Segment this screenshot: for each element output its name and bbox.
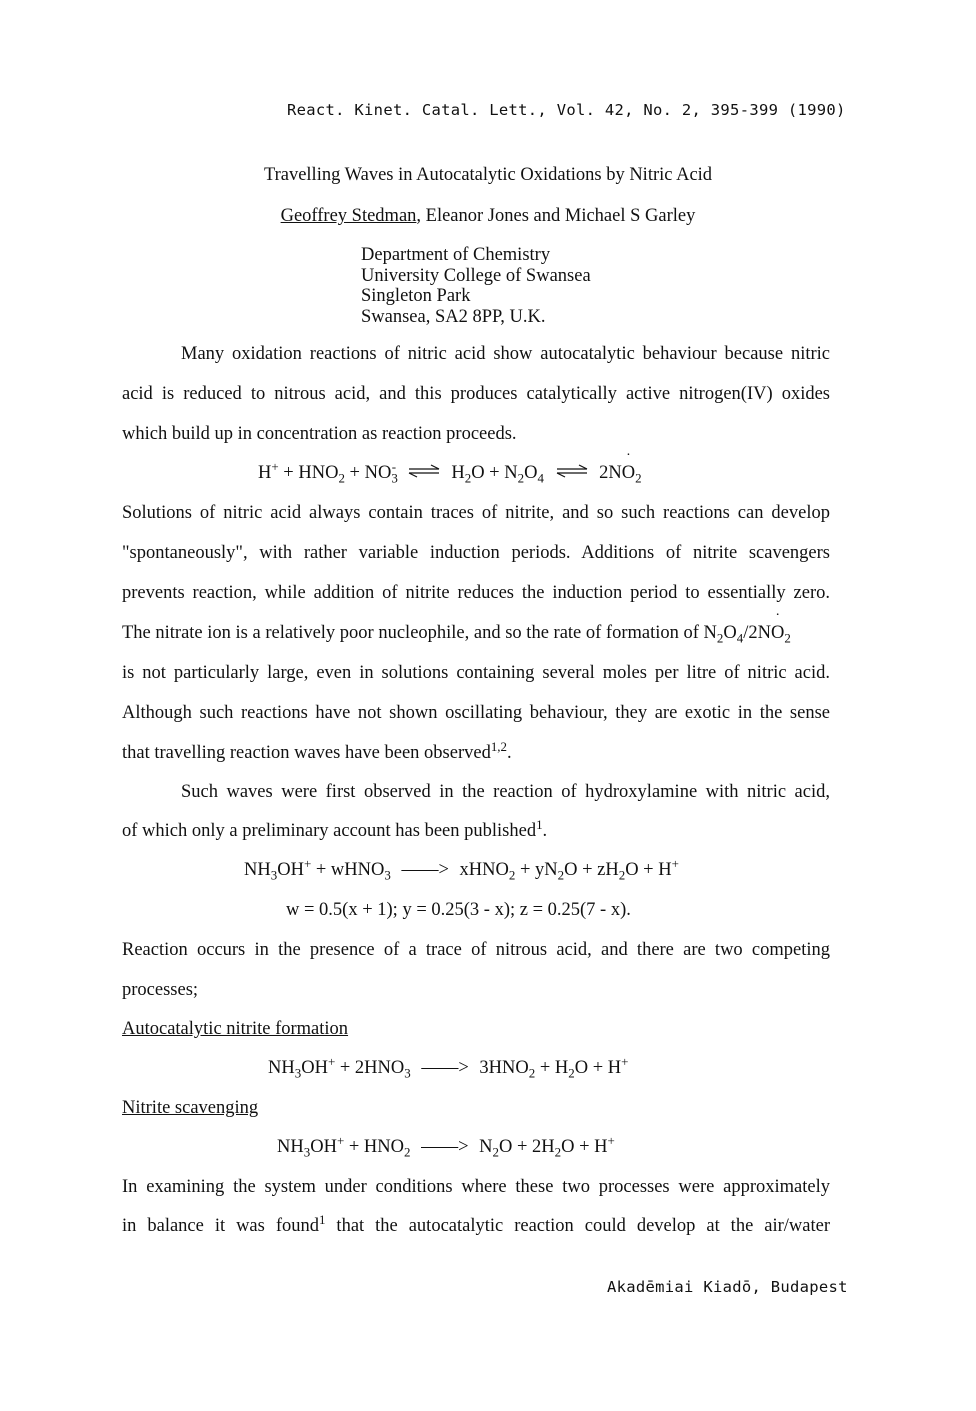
affiliation-line: University College of Swansea	[361, 265, 591, 286]
authors	[0, 206, 976, 227]
equation-conditions: w = 0.5(x + 1); y = 0.25(3 - x); z = 0.25(7 - x).	[286, 900, 631, 920]
body-line: "spontaneously", with rather variable induction periods. Additions of nitrite scavengers	[122, 543, 830, 563]
affiliation-line: Department of Chemistry	[361, 245, 551, 265]
body-line: Solutions of nitric acid always contain traces of nitrite, and so such reactions can develop	[122, 503, 830, 523]
equation-hydroxylamine-nitric: $NH_3OH^+$ + wHNO$_3$ ——> xHNO$_2$ + $yN_2O + zH_2O + H^+$	[244, 855, 679, 883]
equation-autocatalytic: $NH_3OH^+ + 2HNO_3$ ——> $3HNO_2 + H_2O + H^+$	[268, 1053, 629, 1081]
section-heading-scavenging: Nitrite scavenging	[122, 1098, 259, 1118]
journal-citation: React. Kinet. Catal. Lett., Vol. 42, No. 2, 395-399 (1990)	[287, 101, 846, 119]
body-line-with-citation: that travelling reaction waves have been observed$^{1,2}$.	[122, 738, 512, 763]
body-line: processes;	[122, 980, 199, 1000]
body-line: In examining the system under conditions where these two processes were approximately	[122, 1177, 830, 1197]
body-line: Such waves were first observed in the reaction of hydroxylamine with nitric acid,	[181, 782, 830, 802]
body-line: Many oxidation reactions of nitric acid show autocatalytic behaviour because nitric	[181, 344, 830, 364]
author-underlined: Geoffrey Stedman	[280, 206, 417, 226]
equation-nitrogen-equilibrium: $H^+ + HNO_2 + NO_3^-$ $H_2O + N_2O_4$ 2NO $˙_2$	[258, 463, 642, 484]
publisher-footer: Akadēmiai Kiadō, Budapest	[607, 1278, 848, 1296]
section-heading-autocatalytic: Autocatalytic nitrite formation	[122, 1019, 349, 1039]
body-line: acid is reduced to nitrous acid, and this produces catalytically active nitrogen(IV) oxides	[122, 384, 830, 404]
body-line: which build up in concentration as reaction proceeds.	[122, 424, 517, 444]
equilibrium-arrow-icon	[555, 464, 589, 478]
body-line-with-citation: of which only a preliminary account has been published$^1$.	[122, 816, 548, 841]
body-line: Although such reactions have not shown oscillating behaviour, they are exotic in the sense	[122, 703, 830, 723]
equation-scavenging: $NH_3OH^+ + HNO_2$ ——> $N_2O + 2H_2O + H^+$	[277, 1132, 615, 1160]
equilibrium-arrow-icon	[407, 464, 441, 478]
affiliation-line: Swansea, SA2 8PP, U.K.	[361, 306, 546, 327]
body-line-with-formula: The nitrate ion is a relatively poor nucleophile, and so the rate of formation of $N_2O_4/2NO$ $˙_2$	[122, 623, 830, 644]
body-line-with-citation: in balance it was found$^1$ that the autocatalytic reaction could develop at the air/water	[122, 1211, 830, 1236]
body-line: prevents reaction, while addition of nitrite reduces the induction period to essentially zero.	[122, 583, 830, 603]
body-line: is not particularly large, even in solutions containing several moles per litre of nitric acid.	[122, 663, 830, 683]
paper-title: Travelling Waves in Autocatalytic Oxidations by Nitric Acid	[263, 165, 713, 185]
affiliation	[361, 245, 591, 327]
other-authors: , Eleanor Jones and Michael S Garley	[416, 206, 696, 226]
body-line: Reaction occurs in the presence of a trace of nitrous acid, and there are two competing	[122, 940, 830, 960]
affiliation-line: Singleton Park	[361, 286, 471, 306]
